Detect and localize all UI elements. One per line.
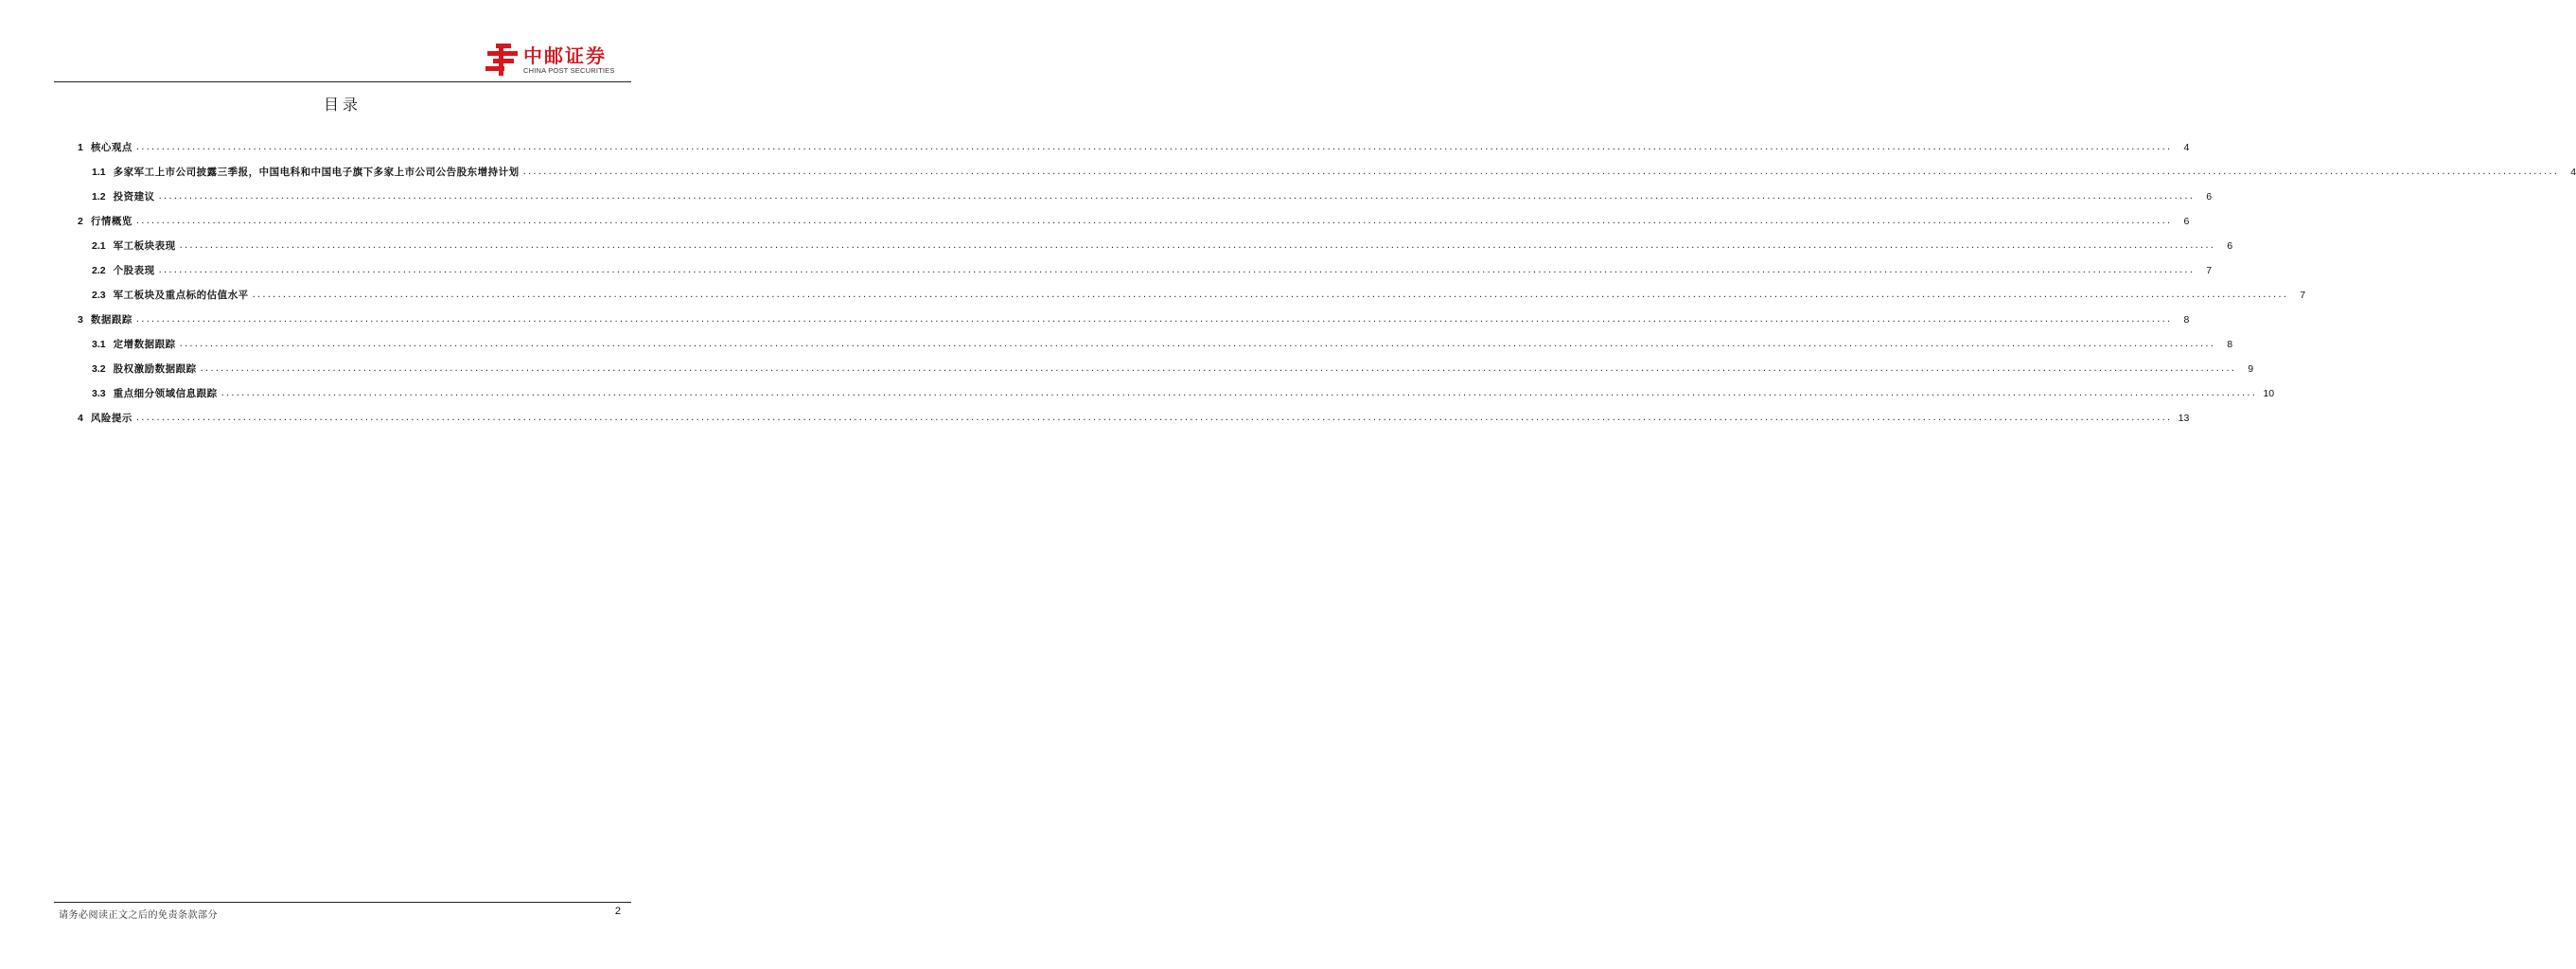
toc-entry[interactable] bbox=[78, 203, 2190, 228]
toc-entry-number: 4 bbox=[78, 413, 83, 424]
toc-entry-number: 1.1 bbox=[92, 167, 106, 178]
toc-entry[interactable] bbox=[78, 130, 2190, 154]
toc-entry-label: 多家军工上市公司披露三季报，中国电科和中国电子旗下多家上市公司公告股东增持计划 bbox=[113, 167, 520, 178]
toc-entry[interactable] bbox=[78, 400, 2190, 425]
toc-entry-label: 风险提示 bbox=[90, 413, 132, 424]
toc-entry-label: 军工板块及重点标的估值水平 bbox=[113, 290, 249, 301]
toc-leader-dots: ................................................................................................................................................................................................................................................................................................................................................................................................................ bbox=[135, 314, 2173, 325]
china-post-emblem-icon bbox=[484, 42, 520, 78]
toc-entry-page: 9 bbox=[2248, 363, 2254, 375]
header-divider bbox=[54, 81, 631, 82]
toc-entry-number: 2.2 bbox=[92, 265, 106, 276]
toc-entry[interactable] bbox=[78, 302, 2190, 326]
toc-entry[interactable] bbox=[78, 277, 2306, 302]
toc-entry-label: 核心观点 bbox=[90, 142, 132, 153]
toc-entry-label: 军工板块表现 bbox=[113, 240, 176, 252]
logo-english-name: CHINA POST SECURITIES bbox=[523, 66, 615, 75]
toc-entry-label: 股权激励数据跟踪 bbox=[113, 363, 197, 375]
toc-entry-label: 数据跟踪 bbox=[90, 314, 132, 326]
toc-entry-number: 3 bbox=[78, 314, 83, 326]
toc-entry-page: 6 bbox=[2206, 191, 2213, 203]
toc-leader-dots: ................................................................................................................................................................................................................................................................................................................................................................................................................ bbox=[158, 265, 2196, 275]
footer-divider bbox=[54, 902, 631, 903]
toc-entry-number: 2 bbox=[78, 216, 83, 227]
toc-title: 目录 bbox=[323, 96, 362, 114]
toc-entry[interactable] bbox=[78, 179, 2213, 203]
toc-leader-dots: ................................................................................................................................................................................................................................................................................................................................................................................................................ bbox=[522, 167, 2560, 177]
toc-entry-label: 投资建议 bbox=[113, 191, 155, 203]
toc-leader-dots: ................................................................................................................................................................................................................................................................................................................................................................................................................ bbox=[200, 363, 2237, 374]
toc-entry-number: 3.2 bbox=[92, 363, 106, 375]
toc-entry[interactable] bbox=[78, 326, 2233, 351]
toc-leader-dots: ................................................................................................................................................................................................................................................................................................................................................................................................................ bbox=[158, 191, 2196, 202]
company-logo bbox=[484, 42, 630, 78]
toc-entry-page: 10 bbox=[2263, 388, 2275, 399]
toc-entry-page: 7 bbox=[2206, 265, 2213, 276]
toc-entry-page: 13 bbox=[2178, 413, 2190, 424]
toc-leader-dots: ................................................................................................................................................................................................................................................................................................................................................................................................................ bbox=[135, 413, 2173, 423]
toc-leader-dots: ................................................................................................................................................................................................................................................................................................................................................................................................................ bbox=[135, 216, 2173, 226]
toc-entry-page: 8 bbox=[2183, 314, 2190, 326]
page-number: 2 bbox=[614, 906, 621, 917]
toc-entry-label: 行情概览 bbox=[90, 216, 132, 227]
toc-entry-page: 6 bbox=[2227, 240, 2233, 252]
toc-leader-dots: ................................................................................................................................................................................................................................................................................................................................................................................................................ bbox=[252, 290, 2289, 300]
toc-entry-label: 重点细分领域信息跟踪 bbox=[113, 388, 218, 399]
logo-chinese-name: 中邮证券 bbox=[523, 44, 607, 67]
toc-entry[interactable] bbox=[78, 351, 2254, 376]
toc-entry[interactable] bbox=[78, 154, 2576, 179]
toc-entry-number: 2.3 bbox=[92, 290, 106, 301]
toc-leader-dots: ................................................................................................................................................................................................................................................................................................................................................................................................................ bbox=[179, 240, 2216, 251]
toc-entry-page: 7 bbox=[2300, 290, 2306, 301]
toc-entry[interactable] bbox=[78, 228, 2233, 253]
toc-entry-number: 1.2 bbox=[92, 191, 106, 203]
toc-leader-dots: ................................................................................................................................................................................................................................................................................................................................................................................................................ bbox=[221, 388, 2258, 398]
footer-disclaimer: 请务必阅读正文之后的免责条款部分 bbox=[59, 910, 218, 921]
toc-entry-number: 2.1 bbox=[92, 240, 106, 252]
toc-entry-number: 1 bbox=[78, 142, 83, 153]
toc-entry-page: 4 bbox=[2570, 167, 2576, 178]
toc-entry[interactable] bbox=[78, 376, 2275, 400]
table-of-contents bbox=[78, 130, 2576, 425]
toc-entry-label: 个股表现 bbox=[113, 265, 155, 276]
toc-entry-page: 8 bbox=[2227, 339, 2233, 350]
toc-entry-page: 4 bbox=[2183, 142, 2190, 153]
toc-entry-number: 3.3 bbox=[92, 388, 106, 399]
toc-leader-dots: ................................................................................................................................................................................................................................................................................................................................................................................................................ bbox=[135, 142, 2173, 152]
toc-entry-page: 6 bbox=[2183, 216, 2190, 227]
toc-leader-dots: ................................................................................................................................................................................................................................................................................................................................................................................................................ bbox=[179, 339, 2216, 349]
toc-entry-number: 3.1 bbox=[92, 339, 106, 350]
toc-entry-label: 定增数据跟踪 bbox=[113, 339, 176, 350]
toc-entry[interactable] bbox=[78, 253, 2213, 277]
